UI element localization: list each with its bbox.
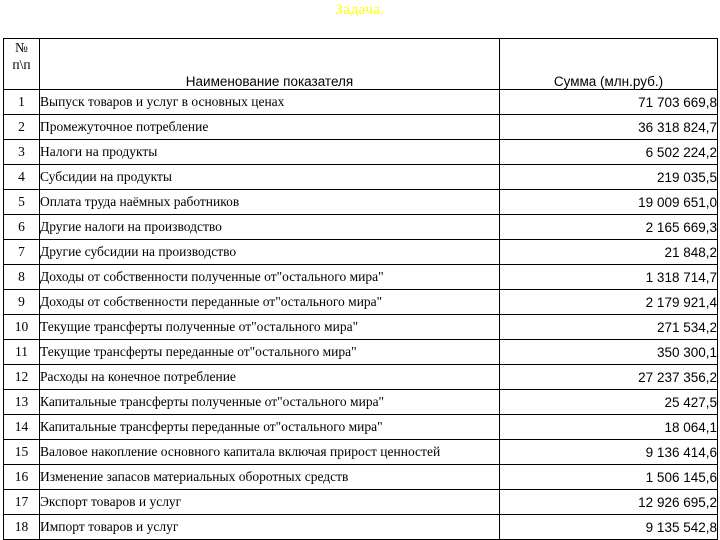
row-name: Расходы на конечное потребление: [40, 365, 500, 390]
row-name: Другие налоги на производство: [40, 215, 500, 240]
table-row: [4, 215, 718, 240]
row-value: 350 300,1: [500, 340, 718, 365]
row-number: 6: [4, 215, 40, 240]
row-number: 17: [4, 490, 40, 515]
row-value: 25 427,5: [500, 390, 718, 415]
row-name: Экспорт товаров и услуг: [40, 490, 500, 515]
row-name: Капитальные трансферты полученные от"остального мира": [40, 390, 500, 415]
table-row: [4, 415, 718, 440]
row-name: Выпуск товаров и услуг в основных ценах: [40, 90, 500, 115]
row-value: 18 064,1: [500, 415, 718, 440]
row-value: 2 179 921,4: [500, 290, 718, 315]
table-row: [4, 390, 718, 415]
row-name: Промежуточное потребление: [40, 115, 500, 140]
table-row: [4, 465, 718, 490]
row-number: 1: [4, 90, 40, 115]
row-name: Другие субсидии на производство: [40, 240, 500, 265]
row-name: Оплата труда наёмных работников: [40, 190, 500, 215]
header-number-line2: п\п: [12, 57, 31, 72]
row-value: 12 926 695,2: [500, 490, 718, 515]
row-name: Валовое накопление основного капитала включая прирост ценностей: [40, 440, 500, 465]
row-value: 9 135 542,8: [500, 515, 718, 540]
table-row: [4, 340, 718, 365]
header-name: Наименование показателя: [40, 39, 500, 90]
table-row: [4, 315, 718, 340]
row-value: 1 318 714,7: [500, 265, 718, 290]
row-name: Налоги на продукты: [40, 140, 500, 165]
row-number: 3: [4, 140, 40, 165]
table-row: [4, 365, 718, 390]
row-value: 27 237 356,2: [500, 365, 718, 390]
row-name: Доходы от собственности переданные от"остального мира": [40, 290, 500, 315]
row-number: 11: [4, 340, 40, 365]
header-number-line1: №: [15, 40, 28, 55]
row-number: 12: [4, 365, 40, 390]
page-title: Задача.: [335, 2, 385, 18]
row-name: Капитальные трансферты переданные от"остального мира": [40, 415, 500, 440]
row-value: 219 035,5: [500, 165, 718, 190]
row-value: 271 534,2: [500, 315, 718, 340]
row-number: 10: [4, 315, 40, 340]
row-number: 7: [4, 240, 40, 265]
row-value: 2 165 669,3: [500, 215, 718, 240]
header-sum: Сумма (млн.руб.): [500, 39, 718, 90]
row-value: 6 502 224,2: [500, 140, 718, 165]
table-row: [4, 140, 718, 165]
table-row: [4, 90, 718, 115]
row-number: 14: [4, 415, 40, 440]
row-value: 1 506 145,6: [500, 465, 718, 490]
row-number: 18: [4, 515, 40, 540]
table-header-row: [4, 39, 718, 90]
table-row: [4, 515, 718, 540]
row-name: Импорт товаров и услуг: [40, 515, 500, 540]
table-row: [4, 290, 718, 315]
row-number: 5: [4, 190, 40, 215]
table-row: [4, 265, 718, 290]
table-row: [4, 490, 718, 515]
row-number: 13: [4, 390, 40, 415]
row-name: Изменение запасов материальных оборотных средств: [40, 465, 500, 490]
table-row: [4, 190, 718, 215]
row-value: 71 703 669,8: [500, 90, 718, 115]
row-name: Текущие трансферты переданные от"остального мира": [40, 340, 500, 365]
table-row: [4, 240, 718, 265]
row-number: 9: [4, 290, 40, 315]
indicators-table: [3, 38, 718, 540]
table-row: [4, 440, 718, 465]
table-row: [4, 115, 718, 140]
table-row: [4, 165, 718, 190]
row-value: 9 136 414,6: [500, 440, 718, 465]
row-number: 2: [4, 115, 40, 140]
row-name: Субсидии на продукты: [40, 165, 500, 190]
row-name: Доходы от собственности полученные от"остального мира": [40, 265, 500, 290]
row-value: 19 009 651,0: [500, 190, 718, 215]
row-number: 15: [4, 440, 40, 465]
row-value: 21 848,2: [500, 240, 718, 265]
row-number: 8: [4, 265, 40, 290]
header-number: [4, 39, 40, 90]
row-name: Текущие трансферты полученные от"остального мира": [40, 315, 500, 340]
row-number: 4: [4, 165, 40, 190]
row-number: 16: [4, 465, 40, 490]
row-value: 36 318 824,7: [500, 115, 718, 140]
